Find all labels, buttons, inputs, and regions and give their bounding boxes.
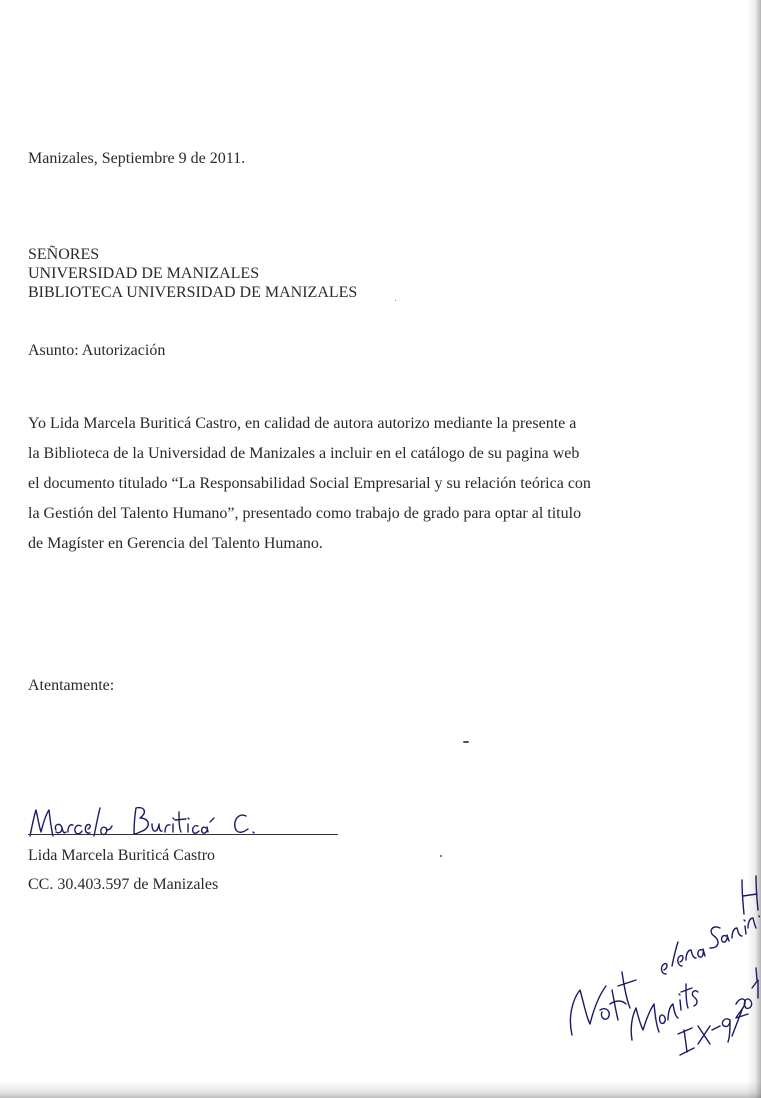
handwritten-note [560,840,760,1070]
scan-speck [463,741,469,743]
recipient-block [28,246,357,303]
scan-edge-shadow [0,1082,761,1098]
body-line: el documento titulado “La Responsabilidad Social Empresarial y su relación teórica con [28,475,591,492]
date-line: Manizales, Septiembre 9 de 2011. [28,150,246,167]
recipient-line-3: BIBLIOTECA UNIVERSIDAD DE MANIZALES [28,284,358,301]
scan-speck [440,855,442,857]
body-line: la Gestión del Talento Humano”, presentado como trabajo de grado para optar al titulo [28,505,582,522]
signer-id: CC. 30.403.597 de Manizales [28,876,219,893]
body-line: la Biblioteca de la Universidad de Manizales a incluir en el catálogo de su pagina web [28,445,580,462]
closing-line: Atentamente: [28,677,115,694]
signature-line [28,834,338,835]
handwritten-signature [26,798,276,848]
scan-edge-shadow [747,0,761,1098]
body-line: de Magíster en Gerencia del Talento Humano. [28,535,323,552]
signer-name: Lida Marcela Buriticá Castro [28,847,216,864]
recipient-line-1: SEÑORES [28,246,100,263]
recipient-line-2: UNIVERSIDAD DE MANIZALES [28,265,260,282]
letter-body [28,414,591,564]
body-line: Yo Lida Marcela Buriticá Castro, en calidad de autora autorizo mediante la presente a [28,415,577,432]
subject-line: Asunto: Autorización [28,342,166,359]
scan-speck [395,300,396,301]
